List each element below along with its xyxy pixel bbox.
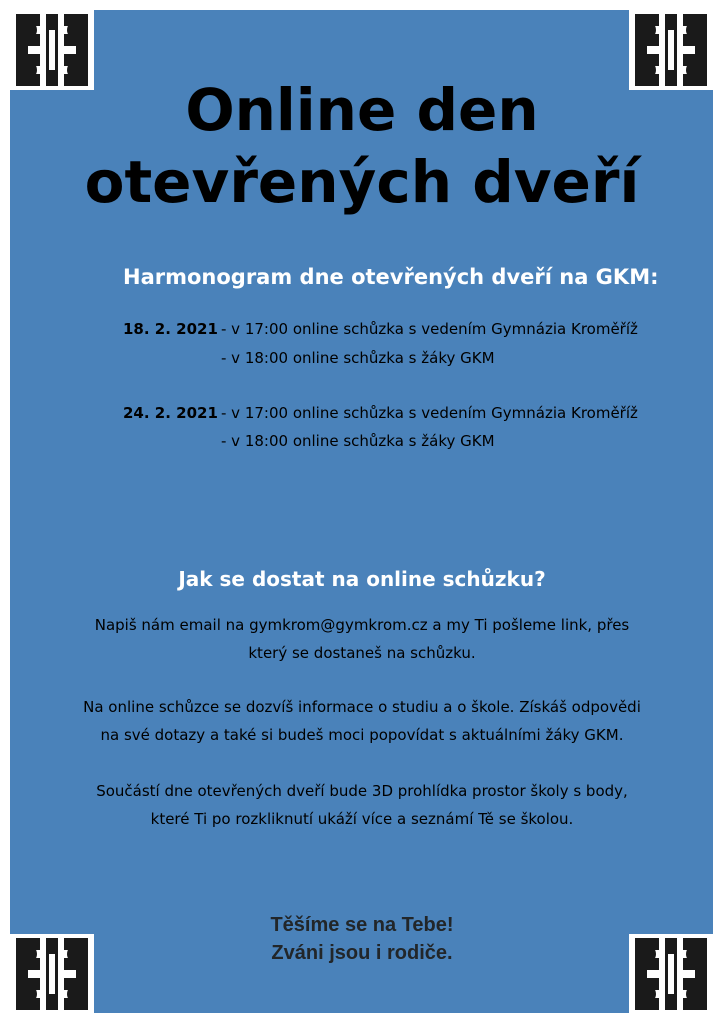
title-line-1: Online den bbox=[185, 76, 539, 144]
schedule-heading: Harmonogram dne otevřených dveří na GKM: bbox=[123, 265, 659, 289]
schedule-item: - v 17:00 online schůzka s vedením Gymnázia Kroměříž bbox=[221, 404, 638, 422]
paragraph-line: které Ti po rozkliknutí ukáží více a seznámí Tě se školou. bbox=[150, 810, 574, 828]
schedule-date: 24. 2. 2021 bbox=[123, 404, 218, 422]
closing-line-2: Zváni jsou i rodiče. bbox=[271, 942, 453, 964]
schedule-row bbox=[0, 346, 724, 370]
closing-message bbox=[0, 911, 724, 967]
schedule-row bbox=[0, 401, 724, 425]
paragraph-line: Napiš nám email na gymkrom@gymkrom.cz a my Ti pošleme link, přes bbox=[94, 616, 630, 634]
paragraph-line: Součástí dne otevřených dveří bude 3D prohlídka prostor školy s body, bbox=[96, 782, 628, 800]
info-paragraph bbox=[40, 611, 684, 667]
schedule-item: - v 18:00 online schůzka s žáky GKM bbox=[221, 432, 495, 450]
info-paragraph bbox=[40, 693, 684, 749]
page-title bbox=[0, 74, 724, 218]
schedule-date: 18. 2. 2021 bbox=[123, 320, 218, 338]
schedule-item: - v 18:00 online schůzka s žáky GKM bbox=[221, 349, 495, 367]
schedule-item: - v 17:00 online schůzka s vedením Gymnázia Kroměříž bbox=[221, 320, 638, 338]
paragraph-line: na své dotazy a také si budeš moci popovídat s aktuálními žáky GKM. bbox=[100, 726, 624, 744]
schedule-row bbox=[0, 317, 724, 341]
closing-line-1: Těšíme se na Tebe! bbox=[270, 914, 454, 936]
schedule-row bbox=[0, 429, 724, 453]
howto-heading: Jak se dostat na online schůzku? bbox=[178, 567, 546, 591]
paragraph-line: který se dostaneš na schůzku. bbox=[248, 644, 476, 662]
paragraph-line: Na online schůzce se dozvíš informace o studiu a o škole. Získáš odpovědi bbox=[83, 698, 641, 716]
info-paragraph bbox=[40, 777, 684, 833]
title-line-2: otevřených dveří bbox=[84, 148, 640, 216]
